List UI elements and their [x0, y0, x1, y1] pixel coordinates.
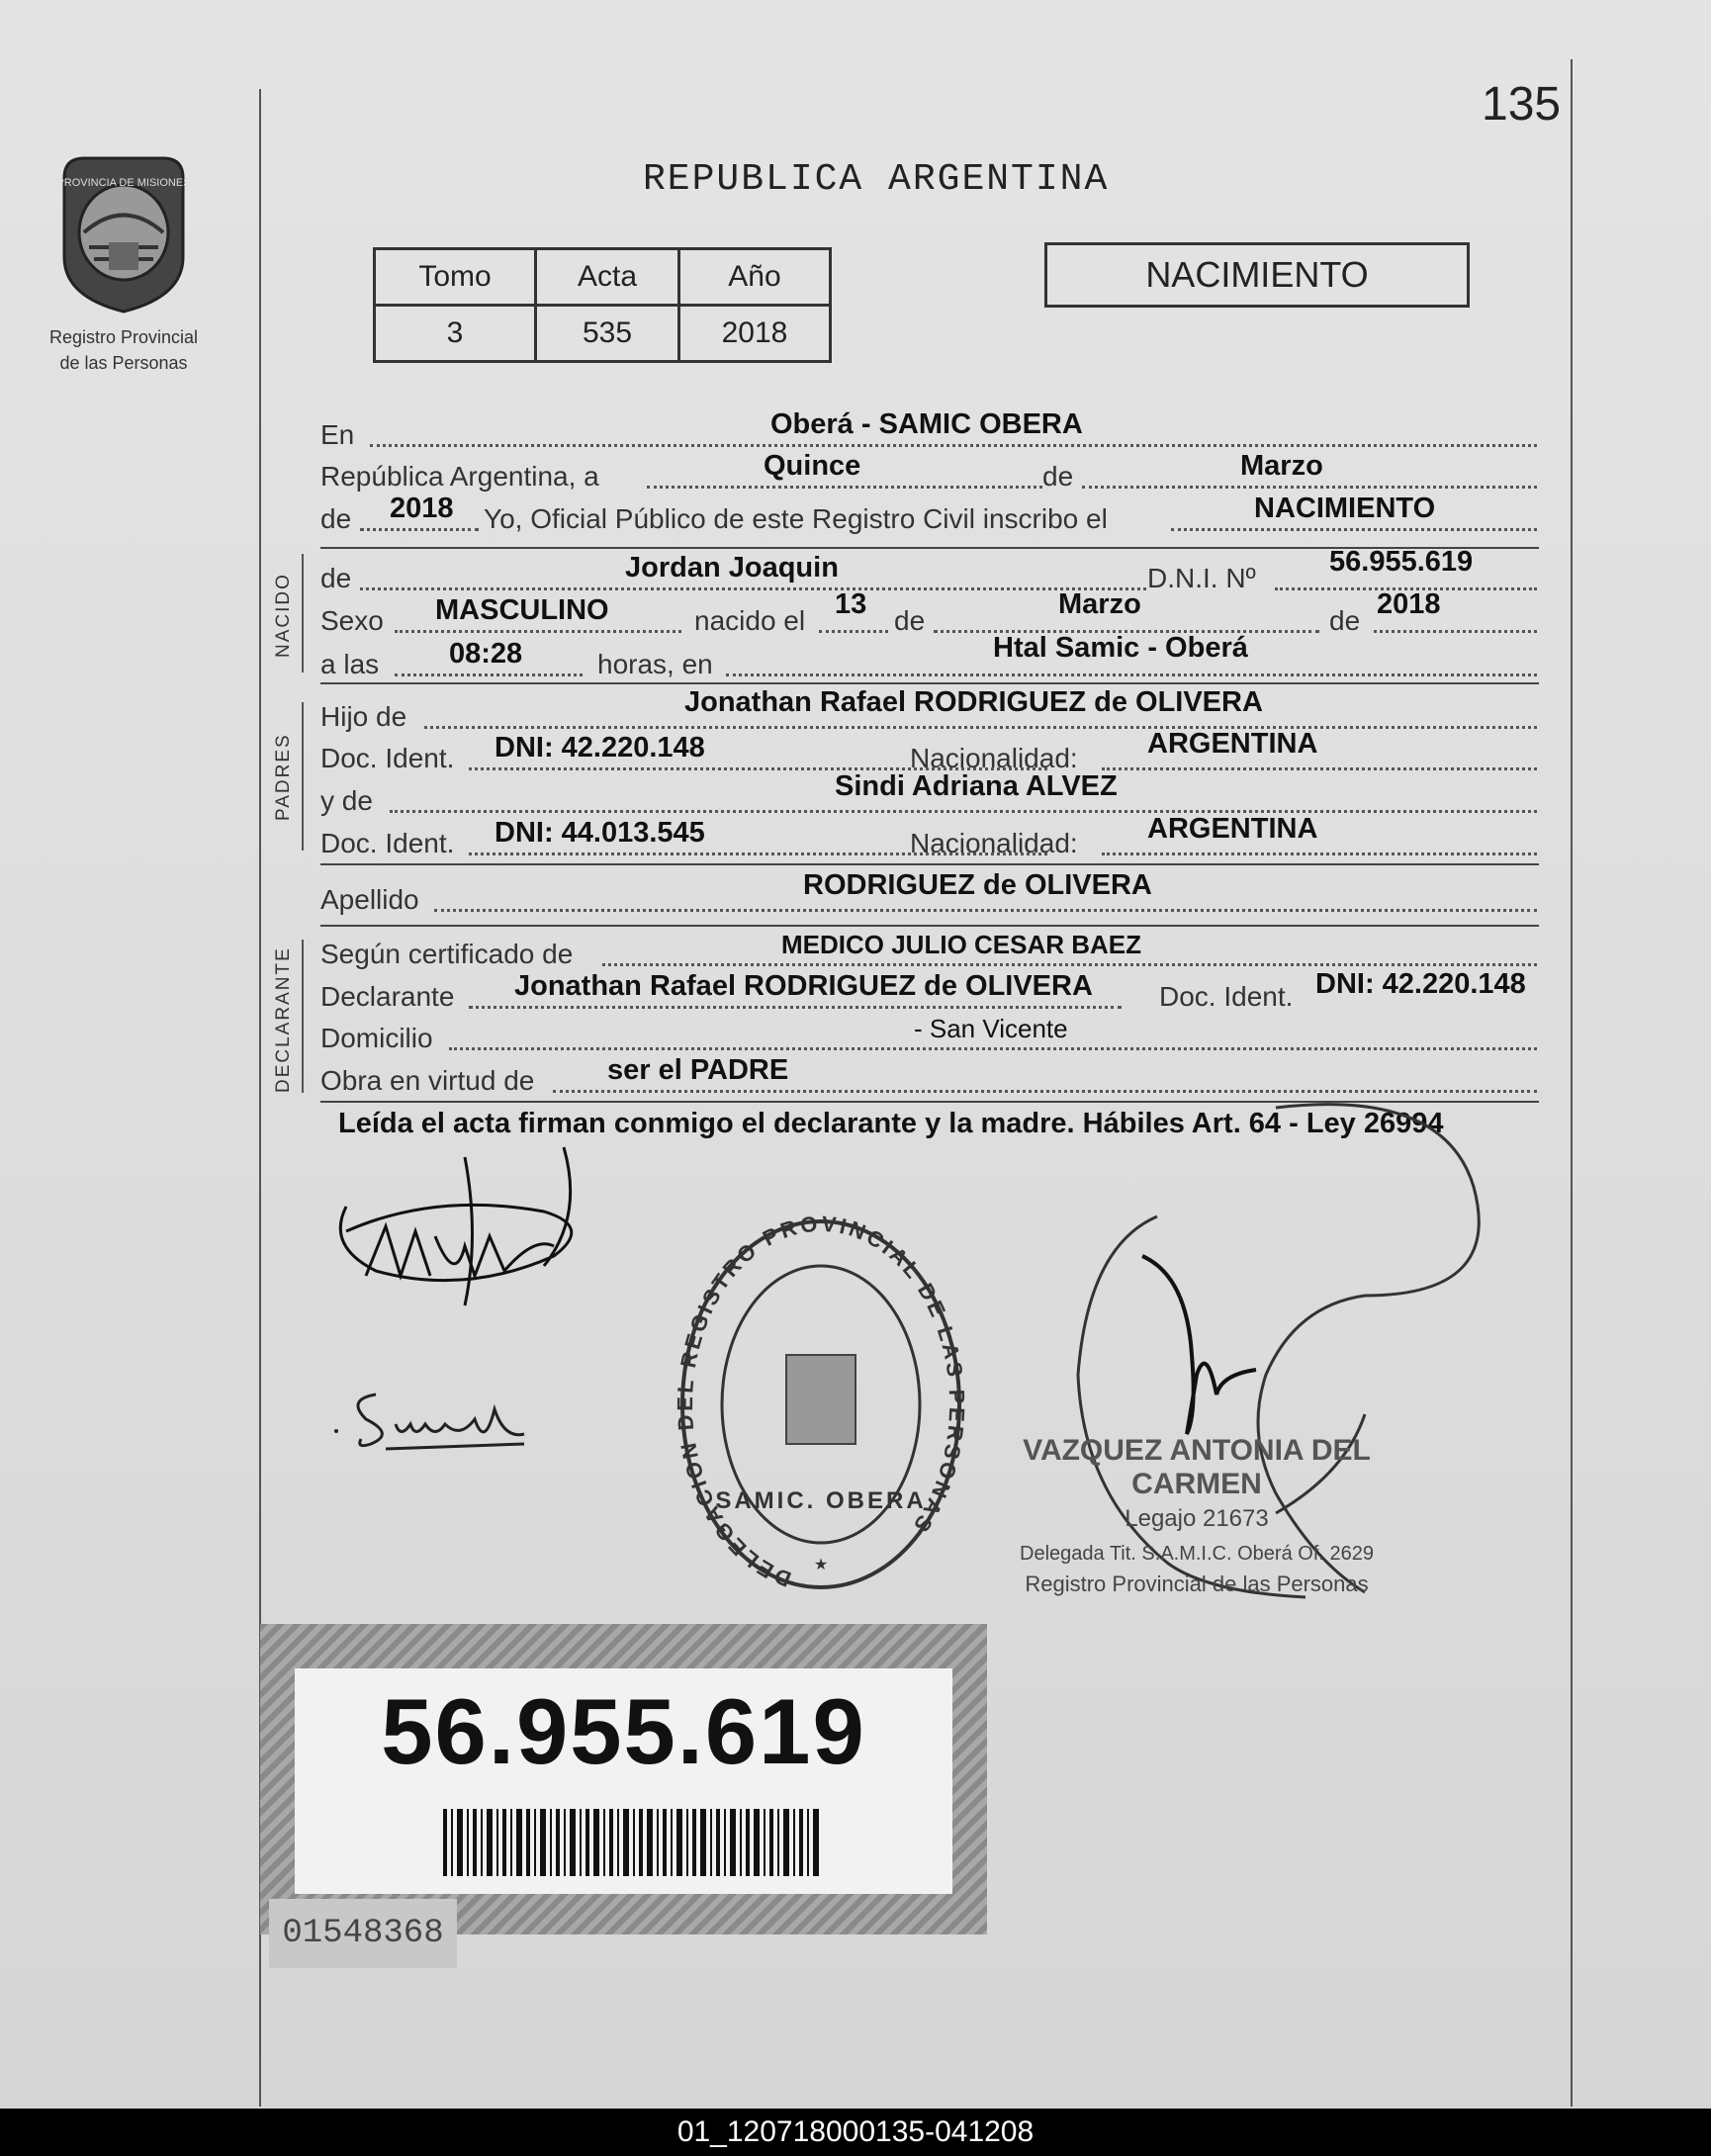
row-domicilio: [320, 1014, 1537, 1058]
officer-name: VAZQUEZ ANTONIA DEL CARMEN: [1023, 1434, 1371, 1500]
section-label-nacido: NACIDO: [273, 573, 294, 658]
value-declarante-doc: DNI: 42.220.148: [1315, 968, 1526, 1000]
value-madre-nacionalidad: ARGENTINA: [1147, 813, 1318, 845]
value-certificado: MEDICO JULIO CESAR BAEZ: [781, 930, 1142, 959]
label-nacido-el: nacido el: [694, 605, 806, 636]
row-nacido-hora: [320, 632, 1537, 684]
label-de-anio: de: [1329, 605, 1361, 636]
value-anio: 2018: [679, 306, 831, 362]
value-padre-doc: DNI: 42.220.148: [495, 732, 705, 764]
page-number: 135: [1482, 78, 1562, 131]
label-horas-en: horas, en: [597, 649, 713, 679]
value-domicilio: - San Vicente: [914, 1014, 1068, 1043]
stamp-star-icon: ★: [813, 1557, 829, 1573]
officer-role: Delegada Tit. S.A.M.I.C. Oberá Of. 2629: [1020, 1543, 1374, 1565]
province-seal-icon: [49, 148, 198, 316]
value-dia: Quince: [764, 450, 861, 482]
label-de: de: [1042, 461, 1074, 492]
row-declarante: [320, 968, 1537, 1017]
label-a-las: a las: [320, 649, 380, 679]
value-anio-nacimiento: 2018: [1377, 588, 1441, 620]
label-de-mes: de: [894, 605, 926, 636]
value-obra-en-virtud: ser el PADRE: [607, 1054, 789, 1086]
label-nacionalidad-padre: Nacionalidad:: [910, 743, 1078, 773]
section-label-declarante: DECLARANTE: [273, 946, 294, 1093]
label-yo-oficial: Yo, Oficial Público de este Registro Civil inscribo el: [484, 503, 1108, 534]
label-nacionalidad-madre: Nacionalidad:: [910, 828, 1078, 858]
row-apellido: [320, 869, 1537, 920]
header-acta: Acta: [536, 249, 679, 306]
header-anio: Año: [679, 249, 831, 306]
stamp-ring-text: DELEGACION DEL REGISTRO PROVINCIAL DE LAS PERSONAS: [673, 1212, 969, 1592]
value-declarante: Jonathan Rafael RODRIGUEZ de OLIVERA: [514, 970, 1093, 1002]
label-doc-padre: Doc. Ident.: [320, 743, 455, 773]
row-yo-inscribo: [320, 493, 1537, 539]
declarant-signature-icon: [316, 1137, 593, 1315]
label-apellido: Apellido: [320, 884, 419, 915]
value-mes-nacimiento: Marzo: [1058, 588, 1141, 620]
value-padre-nacionalidad: ARGENTINA: [1147, 728, 1318, 760]
label-doc-madre: Doc. Ident.: [320, 828, 455, 858]
registry-table: [373, 247, 832, 363]
official-stamp: [673, 1212, 969, 1597]
value-inscribo: NACIMIENTO: [1254, 493, 1436, 524]
header-tomo: Tomo: [375, 249, 536, 306]
mother-signature-icon: [326, 1380, 544, 1459]
closing-statement: Leída el acta firman conmigo el declarante y la madre. Hábiles Art. 64 - Ley 26994: [338, 1108, 1444, 1139]
row-obra-en-virtud: [320, 1054, 1537, 1101]
label-de2: de: [320, 503, 352, 534]
value-madre-doc: DNI: 44.013.545: [495, 817, 705, 849]
label-republica: República Argentina, a: [320, 461, 599, 492]
row-madre: [320, 770, 1537, 821]
row-en: [320, 408, 1537, 455]
stamp-inner-text: SAMIC. OBERA: [715, 1487, 927, 1514]
label-nacido-de: de: [320, 563, 352, 593]
label-y-de: y de: [320, 785, 373, 816]
label-domicilio: Domicilio: [320, 1023, 433, 1053]
value-lugar-inscripcion: Oberá - SAMIC OBERA: [770, 408, 1083, 440]
value-acta: 535: [536, 306, 679, 362]
logo-caption-line2: de las Personas: [59, 353, 188, 373]
label-obra-en-virtud: Obra en virtud de: [320, 1065, 535, 1096]
value-nombre: Jordan Joaquin: [625, 552, 839, 584]
registry-logo: [40, 148, 208, 373]
right-margin-line: [1571, 59, 1573, 2107]
row-nacido-sexo: [320, 588, 1537, 641]
label-hijo-de: Hijo de: [320, 701, 407, 732]
label-certificado: Según certificado de: [320, 939, 574, 969]
value-lugar-nacimiento: Htal Samic - Oberá: [993, 632, 1248, 664]
label-en: En: [320, 419, 355, 450]
section-label-padres: PADRES: [273, 733, 294, 821]
value-dni: 56.955.619: [1329, 546, 1474, 578]
officer-legajo: Legajo 21673: [1125, 1505, 1269, 1532]
value-hora: 08:28: [449, 638, 523, 670]
document-title: REPUBLICA ARGENTINA: [643, 158, 1110, 201]
value-mes: Marzo: [1240, 450, 1323, 482]
value-padre: Jonathan Rafael RODRIGUEZ de OLIVERA: [684, 686, 1263, 718]
label-declarante: Declarante: [320, 981, 455, 1012]
barcode-number: 56.955.619: [381, 1679, 866, 1783]
scan-footer-id: 01_120718000135-041208: [0, 2109, 1711, 2156]
value-tomo: 3: [375, 306, 536, 362]
control-number: 01548368: [269, 1899, 457, 1968]
row-nacido-nombre: [320, 546, 1537, 598]
value-anio-inscripcion: 2018: [390, 493, 454, 524]
value-sexo: MASCULINO: [435, 594, 609, 626]
logo-caption-line1: Registro Provincial: [48, 327, 199, 347]
value-dia-nacimiento: 13: [835, 588, 867, 620]
row-padre: [320, 686, 1537, 737]
officer-stamp: [979, 1434, 1414, 1597]
value-madre: Sindi Adriana ALVEZ: [835, 770, 1118, 802]
row-madre-doc: [320, 813, 1537, 863]
officer-organization: Registro Provincial de las Personas: [1025, 1572, 1369, 1596]
barcode-icon: [443, 1809, 824, 1876]
seal-text: PROVINCIA DE MISIONES: [56, 177, 191, 189]
coat-of-arms-icon: [786, 1355, 856, 1444]
record-type-box: NACIMIENTO: [1044, 242, 1470, 308]
label-doc-declarante: Doc. Ident.: [1159, 981, 1294, 1012]
row-fecha-inscripcion: [320, 450, 1537, 496]
value-apellido: RODRIGUEZ de OLIVERA: [803, 869, 1152, 901]
label-sexo: Sexo: [320, 605, 384, 636]
id-barcode-card: [260, 1624, 987, 1934]
label-dni: D.N.I. Nº: [1147, 563, 1256, 593]
